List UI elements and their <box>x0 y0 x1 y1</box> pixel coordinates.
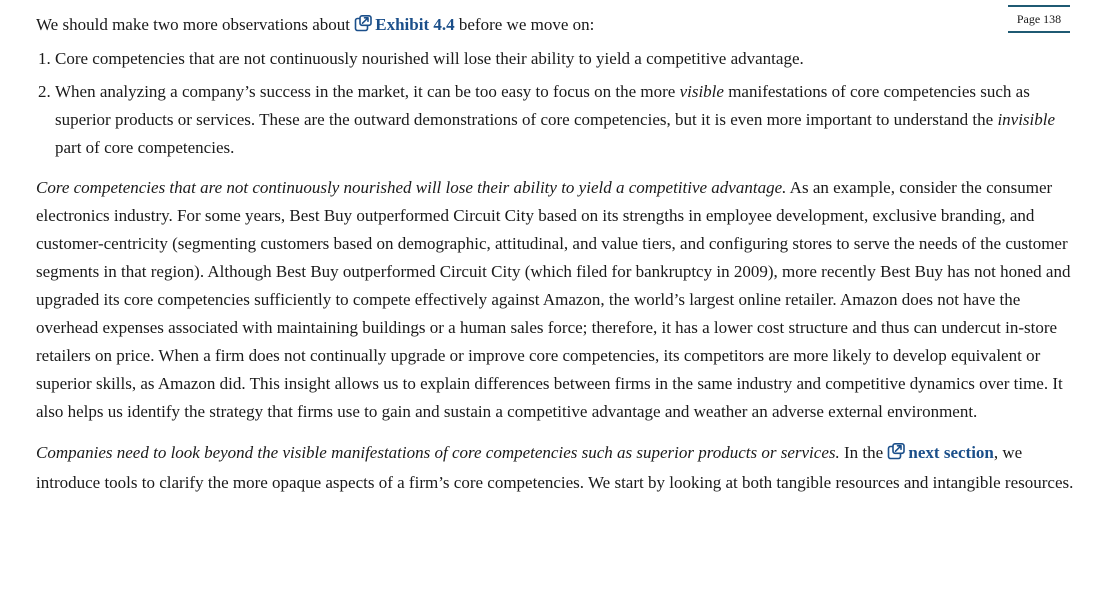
observations-list <box>36 45 1076 162</box>
observation-text-part: When analyzing a company’s success in the market, it can be too easy to focus on the more <box>55 82 680 101</box>
paragraph-body-text: As an example, consider the consumer electronics industry. For some years, Best Buy outperformed Circuit City based on its strengths in employee development, exclusive branding, and customer-centricity (segmenting customers based on demographic, attitudinal, and value tiers, and configuring stores to serve the needs of the customer segments in that region). Although Best Buy outperformed Circuit City (which filed for bankruptcy in 2009), more recently Best Buy has not honed and upgraded its core competencies sufficiently to compete effectively against Amazon, the world’s largest online retailer. Amazon does not have the overhead expenses associated with maintaining buildings or a human sales force; therefore, it has a lower cost structure and thus can undercut in-store retailers on price. When a firm does not continually upgrade or improve core competencies, its competitors are more likely to develop equivalent or superior skills, as Amazon did. This insight allows us to explain differences between firms in the same industry and competitive dynamics over time. It also helps us identify the strategy that firms use to gain and sustain a competitive advantage and weather an adverse external environment. <box>36 178 1071 421</box>
page-number-label: Page 138 <box>1016 12 1062 26</box>
emphasis-visible: visible <box>679 82 724 101</box>
emphasis-invisible: invisible <box>997 110 1056 129</box>
observation-text-part: manifestations of core competencies such as superior products or services. These are the outward demonstrations of core competencies, but it is even more important to understand the <box>55 82 1030 129</box>
intro-suffix: before we move on: <box>454 15 595 34</box>
body-paragraph <box>36 439 1076 497</box>
external-link-icon <box>887 441 905 469</box>
body-paragraph <box>36 174 1076 426</box>
paragraph-middle-text: In the <box>839 443 888 462</box>
intro-paragraph <box>36 11 1076 41</box>
paragraph-lead-sentence: Companies need to look beyond the visible manifestations of core competencies such as superior products or services. <box>36 443 840 462</box>
paragraph-suffix-text: , we introduce tools to clarify the more opaque aspects of a firm’s core competencies. We start by looking at both tangible resources and intangible resources. <box>36 443 1074 492</box>
next-section-link-label: next section <box>908 443 994 462</box>
document-body <box>36 11 1076 497</box>
exhibit-link[interactable] <box>354 15 454 34</box>
paragraph-lead-sentence: Core competencies that are not continuously nourished will lose their ability to yield a competitive advantage. <box>36 178 787 197</box>
observation-item <box>55 45 1076 73</box>
intro-prefix: We should make two more observations about <box>36 15 355 34</box>
next-section-link[interactable] <box>887 443 993 462</box>
observation-text: Core competencies that are not continuously nourished will lose their ability to yield a competitive advantage. <box>55 49 804 68</box>
observation-text-part: part of core competencies. <box>55 138 235 157</box>
exhibit-link-label: Exhibit 4.4 <box>375 15 455 34</box>
observation-item <box>55 78 1076 162</box>
external-link-icon <box>354 13 372 41</box>
